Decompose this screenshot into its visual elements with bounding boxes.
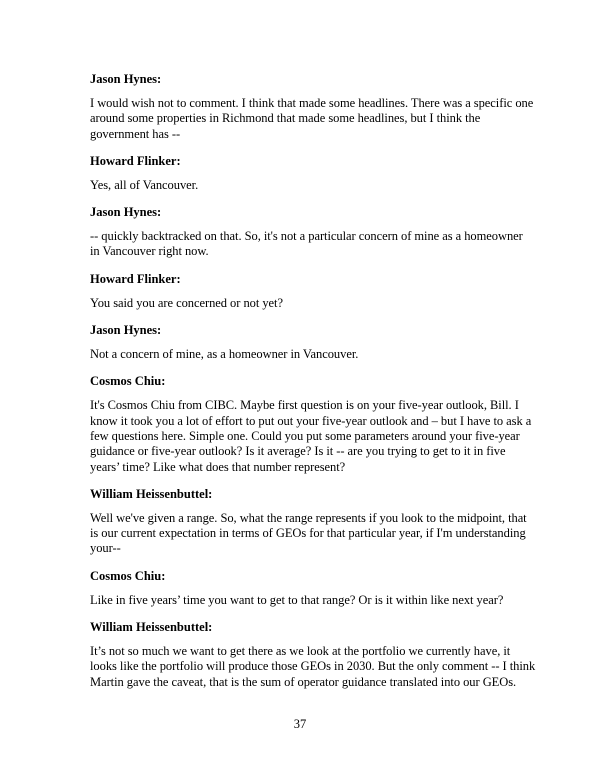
speaker-name: Cosmos Chiu: (90, 568, 166, 583)
text-line: around some properties in Richmond that made some headlines, but I think the (90, 111, 481, 126)
speaker-text (90, 398, 532, 474)
text-line: government has -- (90, 126, 181, 141)
text-line: -- quickly backtracked on that. So, it's not a particular concern of mine as a homeowner (90, 229, 523, 244)
text-line: looks like the portfolio will produce those GEOs in 2030. But the only comment -- I think (90, 659, 536, 674)
text-line: is our current expectation in terms of GEOs for that particular year, if I'm understanding (90, 526, 526, 541)
text-line: know it took you a lot of effort to put out your five-year outlook and – but I have to ask a (90, 413, 532, 428)
speaker-text (90, 644, 536, 690)
speaker-text (90, 229, 523, 260)
text-line: Yes, all of Vancouver. (90, 177, 199, 192)
block (90, 486, 527, 557)
speaker-text (90, 296, 514, 311)
page-number: 37 (293, 717, 307, 731)
block (90, 72, 534, 142)
speaker-text (90, 347, 514, 362)
text-line: your-- (90, 541, 121, 556)
text-line: You said you are concerned or not yet? (90, 295, 283, 310)
text-line: Not a concern of mine, as a homeowner in Vancouver. (90, 347, 359, 362)
text-line: guidance or five-year outlook? Is it average? Is it -- are you trying to get to it in five (90, 444, 506, 459)
block (90, 569, 514, 608)
block (90, 374, 532, 474)
text-line: few questions here. Simple one. Could you put some parameters around your five-year (90, 428, 520, 443)
text-line: Well we've given a range. So, what the range represents if you look to the midpoint, that (90, 510, 527, 525)
block (90, 272, 514, 311)
speaker-text (90, 593, 514, 608)
text-line: I would wish not to comment. I think that made some headlines. There was a specific one (90, 96, 534, 110)
text-line: years’ time? Like what does that number represent? (90, 459, 346, 474)
text-line: Like in five years’ time you want to get to that range? Or is it within like next year? (90, 592, 504, 607)
block (90, 154, 514, 193)
speaker-name: William Heissenbuttel: (90, 620, 213, 635)
speaker-name: William Heissenbuttel: (90, 486, 213, 501)
speaker-text (90, 96, 534, 142)
text-line: in Vancouver right now. (90, 244, 209, 259)
text-line: Martin gave the caveat, that is the sum of operator guidance translated into our GEOs. (90, 674, 517, 689)
block (90, 323, 514, 362)
block (90, 620, 536, 690)
text-line: It’s not so much we want to get there as we look at the portfolio we currently have, it (90, 644, 511, 659)
speaker-name: Howard Flinker: (90, 271, 181, 286)
transcript-page (90, 72, 536, 702)
speaker-text (90, 178, 514, 193)
speaker-text (90, 510, 527, 557)
speaker-name: Howard Flinker: (90, 153, 181, 168)
block (90, 205, 523, 260)
speaker-name: Jason Hynes: (90, 205, 162, 220)
text-line: It's Cosmos Chiu from CIBC. Maybe first question is on your five-year outlook, Bill. I (90, 398, 519, 413)
speaker-name: Cosmos Chiu: (90, 374, 166, 389)
speaker-name: Jason Hynes: (90, 72, 162, 86)
speaker-name: Jason Hynes: (90, 323, 162, 338)
